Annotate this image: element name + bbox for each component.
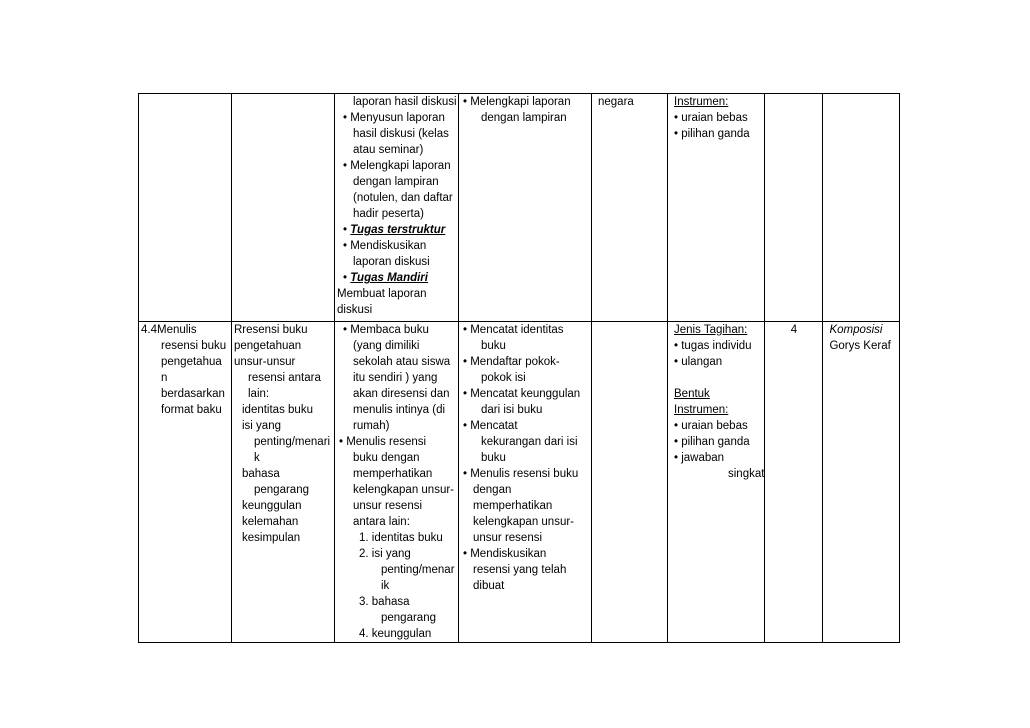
structured-task-heading: Tugas terstruktur: [350, 224, 446, 236]
table-row: [139, 322, 900, 643]
source-cell: [823, 94, 900, 322]
assessment-cell: Instrumen: • uraian bebas • pilihan ganda: [668, 94, 765, 322]
indicator-cell: • Mencatat identitas buku • Mendaftar pokok- pokok isi • Mencatat keunggulan dari isi buku • Mencatat kekurangan dari isi buku • Menulis resensi buku dengan memperhatikan kelengkapan unsur- unsur resensi • Mendiskusikan resensi yang telah dibuat: [459, 322, 592, 643]
independent-task-line: • Tugas Mandiri: [343, 272, 428, 284]
notes-cell: negara: [592, 94, 668, 322]
assessment-cell: Jenis Tagihan: • tugas individu • ulangan Bentuk Instrumen: • uraian bebas • pilihan ganda • jawaban singkat: [668, 322, 765, 643]
indicator-cell: • Melengkapi laporan dengan lampiran: [459, 94, 592, 322]
activity-cell: • Membaca buku (yang dimiliki sekolah atau siswa itu sendiri ) yang akan diresensi dan menulis intinya (di rumah) • Menulis resensi buku dengan memperhatikan kelengkapan unsur- unsur resensi antara lain: 1. identitas buku 2. isi yang penting/menar ik 3. bahasa pengarang 4. keunggulan: [335, 322, 459, 643]
table-row: [139, 94, 900, 322]
activity-cell: laporan hasil diskusi • Menyusun laporan hasil diskusi (kelas atau seminar) • Melengkapi laporan dengan lampiran (notulen, dan daftar hadir peserta) • Tugas terstruktur • Mendiskusikan laporan diskusi • Tugas Mandiri Membuat laporan diskusi: [335, 94, 459, 322]
time-cell: [765, 94, 823, 322]
independent-task-heading: Tugas Mandiri: [350, 272, 428, 284]
notes-cell: [592, 322, 668, 643]
competency-cell: 4.4Menulis resensi buku pengetahua n berdasarkan format baku: [139, 322, 232, 643]
material-cell: [232, 94, 335, 322]
source-cell: Komposisi Gorys Keraf: [823, 322, 900, 643]
time-cell: 4: [765, 322, 823, 643]
syllabus-table: [138, 93, 900, 643]
competency-cell: [139, 94, 232, 322]
material-cell: Rresensi buku pengetahuan unsur-unsur resensi antara lain: identitas buku isi yang penting/menari k bahasa pengarang keunggulan kelemahan kesimpulan: [232, 322, 335, 643]
structured-task-line: • Tugas terstruktur: [343, 224, 446, 236]
